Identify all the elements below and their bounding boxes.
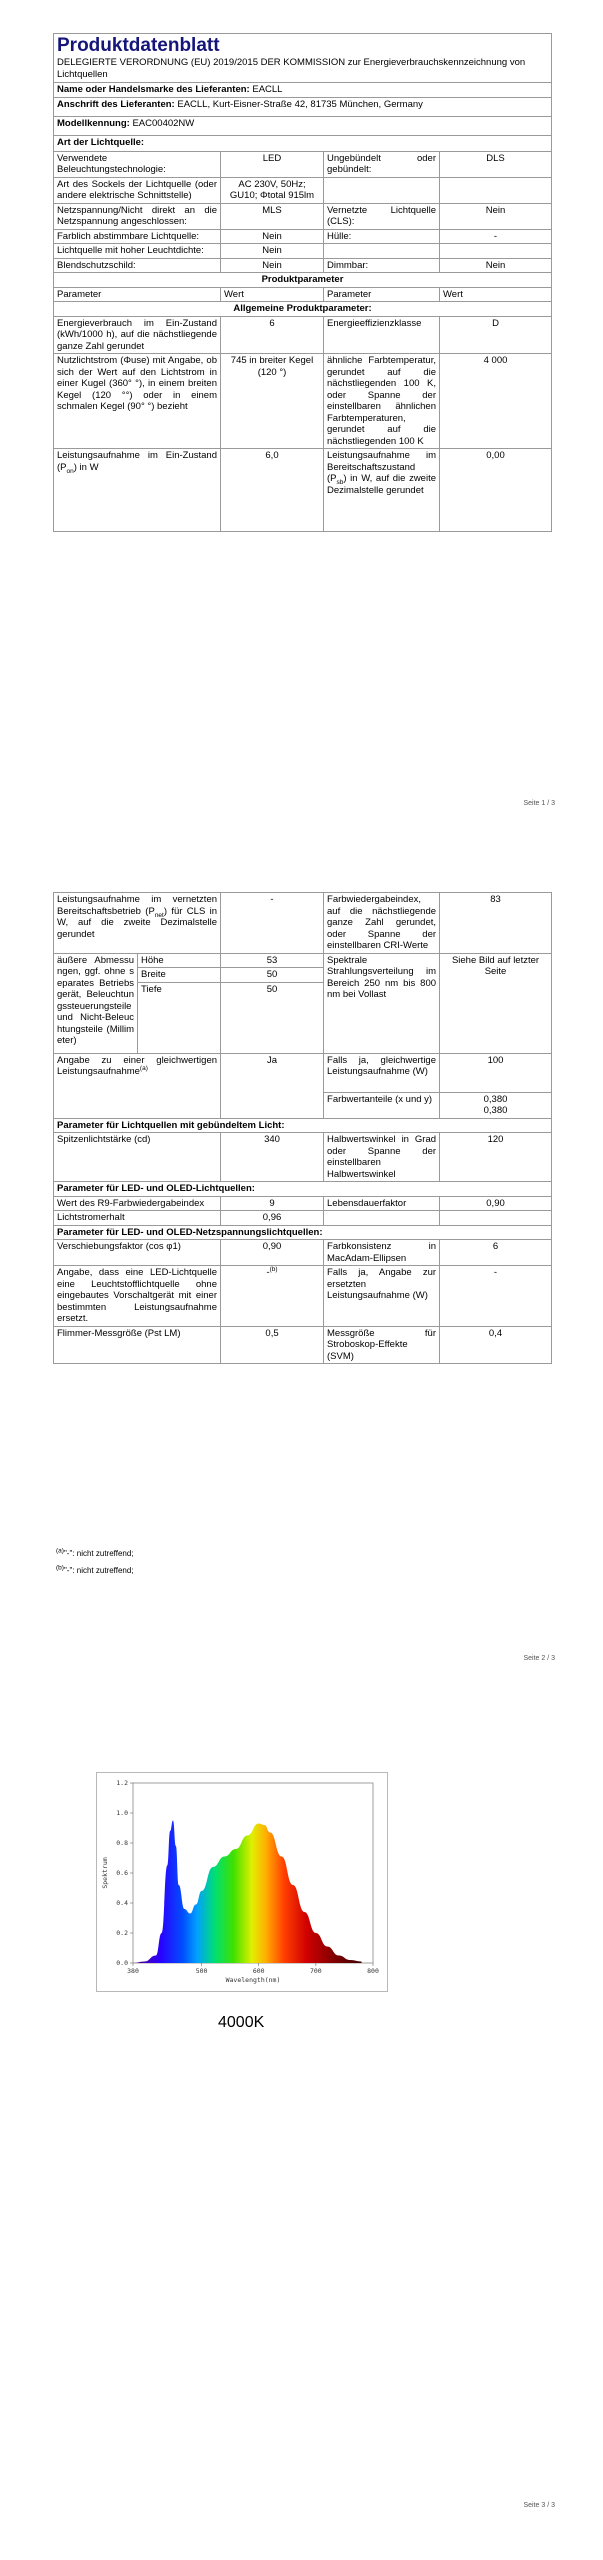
x-axis-label: Wavelength(nm) [225, 1976, 281, 1984]
type-section-title: Art der Lichtquelle: [54, 135, 552, 151]
param-label-2: Farbwiedergabeindex, auf die nächstliegende ganze Zahl gerundet, oder Spanne der einstellbaren CRI-Werte [324, 893, 440, 954]
width-label: Breite [138, 968, 221, 983]
mains-value: -$^{(b)}$ [221, 1266, 324, 1327]
type-value: Nein [221, 229, 324, 244]
survival-label: Lebensdauerfaktor [324, 1196, 440, 1211]
spectrum-chart [97, 1773, 387, 1991]
y-tick-label: 0.0 [116, 1959, 128, 1967]
peak-intensity-value: 340 [221, 1133, 324, 1182]
page-title: Produktdatenblatt [57, 35, 220, 56]
depth-value: 50 [221, 982, 324, 1053]
y-tick-label: 0.8 [116, 1839, 128, 1847]
type-value-2: - [440, 229, 552, 244]
spectrum-plot [101, 1779, 379, 1984]
beam-angle-value: 120 [440, 1133, 552, 1182]
col-header: Parameter [54, 287, 221, 302]
mains-value-2: - [440, 1266, 552, 1327]
peak-intensity-label: Spitzenlichtstärke (cd) [54, 1133, 221, 1182]
param-label: Leistungsaufnahme im Ein-Zustand $(P_{on})$ in W [54, 449, 221, 532]
col-header: Wert [440, 287, 552, 302]
y-tick-label: 1.0 [116, 1809, 128, 1817]
footnote-a: $^{(a)}$"-": nicht zutreffend; [56, 1547, 134, 1558]
equiv-power-label: Falls ja, gleichwertige Leistungsaufnahme (W) [324, 1053, 440, 1092]
width-value: 50 [221, 968, 324, 983]
dimensions-label: äußere Abmessungen, ggf. ohne separates Betriebsgerät, Beleuchtungssteuerungsteile und Nicht-Beleuchtungsteile (Millimeter) [54, 953, 138, 1053]
led-title: Parameter für LED- und OLED-Lichtquellen: [54, 1182, 552, 1197]
type-value-2: Nein [440, 258, 552, 273]
type-label: Art des Sockels der Lichtquelle (oder andere elektrische Schnittstelle) [54, 177, 221, 203]
equiv-power-value: 100 [440, 1053, 552, 1092]
type-label: Farblich abstimmbare Lichtquelle: [54, 229, 221, 244]
param-value: 745 in breiter Kegel (120 °) [221, 354, 324, 449]
col-header: Wert [221, 287, 324, 302]
param-label: Leistungsaufnahme im vernetzten Bereitschaftsbetrieb $(P_{net})$ für CLS in W, auf die zweite Dezimalstelle gerundet [54, 893, 221, 954]
type-value-2: DLS [440, 151, 552, 177]
x-tick-label: 600 [252, 1967, 265, 1975]
param-value-2: D [440, 316, 552, 354]
equiv-value: Ja [221, 1053, 324, 1118]
mains-value: 0,5 [221, 1326, 324, 1364]
equiv-label: Angabe zu einer gleichwertigen Leistungsaufnahme$^{(a)}$ [54, 1053, 221, 1118]
type-label: Netzspannung/Nicht direkt an die Netzspannung angeschlossen: [54, 203, 221, 229]
x-tick-label: 700 [309, 1967, 322, 1975]
beam-angle-label: Halbwertswinkel in Grad oder Spanne der einstellbaren Halbwertswinkel [324, 1133, 440, 1182]
lumen-maintenance-value: 0,96 [221, 1211, 324, 1226]
chromaticity-value: 0,380 0,380 [440, 1092, 552, 1118]
mains-label-2: Falls ja, Angabe zur ersetzten Leistungsaufnahme (W) [324, 1266, 440, 1327]
mains-label: Verschiebungsfaktor (cos φ1) [54, 1240, 221, 1266]
r9-value: 9 [221, 1196, 324, 1211]
lumen-maintenance-label: Lichtstromerhalt [54, 1211, 221, 1226]
height-value: 53 [221, 953, 324, 968]
mains-value-2: 6 [440, 1240, 552, 1266]
y-tick-label: 0.2 [116, 1929, 128, 1937]
type-label-2: Ungebündelt oder gebündelt: [324, 151, 440, 177]
type-label-2: Vernetzte Lichtquelle (CLS): [324, 203, 440, 229]
x-tick-label: 800 [367, 1967, 379, 1975]
spectrum-chart-frame [96, 1772, 388, 1992]
mains-title: Parameter für LED- und OLED-Netzspannungslichtquellen: [54, 1225, 552, 1240]
datasheet-table-page1 [53, 33, 552, 532]
regulation-text: DELEGIERTE VERORDNUNG (EU) 2019/2015 DER KOMMISSION zur Energieverbrauchskennzeichnung von Lichtquellen [57, 57, 526, 80]
supplier-name-label: Name oder Handelsmarke des Lieferanten: [57, 84, 250, 95]
type-label-2: Dimmbar: [324, 258, 440, 273]
param-value: 6,0 [221, 449, 324, 532]
page-footer: Seite 3 / 3 [523, 2502, 555, 2509]
page-footer: Seite 2 / 3 [523, 1655, 555, 1662]
supplier-address-label: Anschrift des Lieferanten: [57, 98, 175, 110]
model-value: EAC00402NW [132, 117, 195, 129]
directional-title: Parameter für Lichtquellen mit gebündeltem Licht: [54, 1118, 552, 1133]
datasheet-table-page2 [53, 892, 552, 1364]
mains-label: Angabe, dass eine LED-Lichtquelle eine Leuchtstofflichtquelle ohne eingebautes Vorschaltgerät mit einer bestimmten Leistungsaufnahme ersetzt. [54, 1266, 221, 1327]
param-value-2: 83 [440, 893, 552, 954]
param-value: 6 [221, 316, 324, 354]
height-label: Höhe [138, 953, 221, 968]
supplier-name-value: EACLL [252, 84, 283, 95]
x-tick-label: 380 [127, 1967, 139, 1975]
supplier-address-value: EACLL, Kurt-Eisner-Straße 42, 81735 München, Germany [177, 98, 423, 110]
y-tick-label: 1.2 [116, 1779, 128, 1787]
type-value: Nein [221, 244, 324, 259]
depth-label: Tiefe [138, 982, 221, 1053]
type-label-2: Hülle: [324, 229, 440, 244]
spectrum-area [133, 1821, 362, 1964]
param-value: - [221, 893, 324, 954]
type-label: Blendschutzschild: [54, 258, 221, 273]
spectrum-caption: 4000K [218, 2014, 265, 2031]
mains-label: Flimmer-Messgröße (Pst LM) [54, 1326, 221, 1364]
param-value-2: 0,00 [440, 449, 552, 532]
mains-label-2: Messgröße für Stroboskop-Effekte (SVM) [324, 1326, 440, 1364]
model-label: Modellkennung: [57, 117, 130, 129]
survival-value: 0,90 [440, 1196, 552, 1211]
spectrum-value: Siehe Bild auf letzter Seite [440, 953, 552, 1053]
r9-label: Wert des R9-Farbwiedergabeindex [54, 1196, 221, 1211]
param-label: Energieverbrauch im Ein-Zustand (kWh/1000 h), auf die nächstliegende ganze Zahl gerundet [54, 316, 221, 354]
type-value-2: Nein [440, 203, 552, 229]
type-value: LED [221, 151, 324, 177]
type-label: Lichtquelle mit hoher Leuchtdichte: [54, 244, 221, 259]
page-footer: Seite 1 / 3 [523, 800, 555, 807]
chromaticity-label: Farbwertanteile (x und y) [324, 1092, 440, 1118]
x-tick-label: 500 [195, 1967, 208, 1975]
mains-value-2: 0,4 [440, 1326, 552, 1364]
mains-label-2: Farbkonsistenz in MacAdam-Ellipsen [324, 1240, 440, 1266]
type-label: Verwendete Beleuchtungstechnologie: [54, 151, 221, 177]
type-value: MLS [221, 203, 324, 229]
param-label-2: Leistungsaufnahme im Bereitschaftszustand $(P_{sb})$ in W, auf die zweite Dezimalstelle gerundet [324, 449, 440, 532]
col-header: Parameter [324, 287, 440, 302]
y-tick-label: 0.6 [116, 1869, 128, 1877]
type-value: Nein [221, 258, 324, 273]
type-value: AC 230V, 50Hz; GU10; Φtotal 915lm [221, 177, 324, 203]
param-label-2: ähnliche Farbtemperatur, gerundet auf die nächstliegenden 100 K, oder Spanne der einstellbaren ähnlichen Farbtemperaturen, gerundet auf die nächstliegenden 100 K [324, 354, 440, 449]
param-label-2: Energieeffizienzklasse [324, 316, 440, 354]
param-value-2: 4 000 [440, 354, 552, 449]
footnote-b: $^{(b)}$"-": nicht zutreffend; [56, 1564, 134, 1575]
y-axis-label: Spektrum [101, 1857, 109, 1889]
y-tick-label: 0.4 [116, 1899, 128, 1907]
param-label: Nutzlichtstrom (Φuse) mit Angabe, ob sich der Wert auf den Lichtstrom in einer Kugel (360° °), in einem breiten Kegel (120 °°) oder in einem schmalen Kegel (90° °) bezieht [54, 354, 221, 449]
params-title: Produktparameter [54, 273, 552, 288]
spectrum-label: Spektrale Strahlungsverteilung im Bereich 250 nm bis 800 nm bei Vollast [324, 953, 440, 1053]
general-title: Allgemeine Produktparameter: [54, 302, 552, 317]
mains-value: 0,90 [221, 1240, 324, 1266]
